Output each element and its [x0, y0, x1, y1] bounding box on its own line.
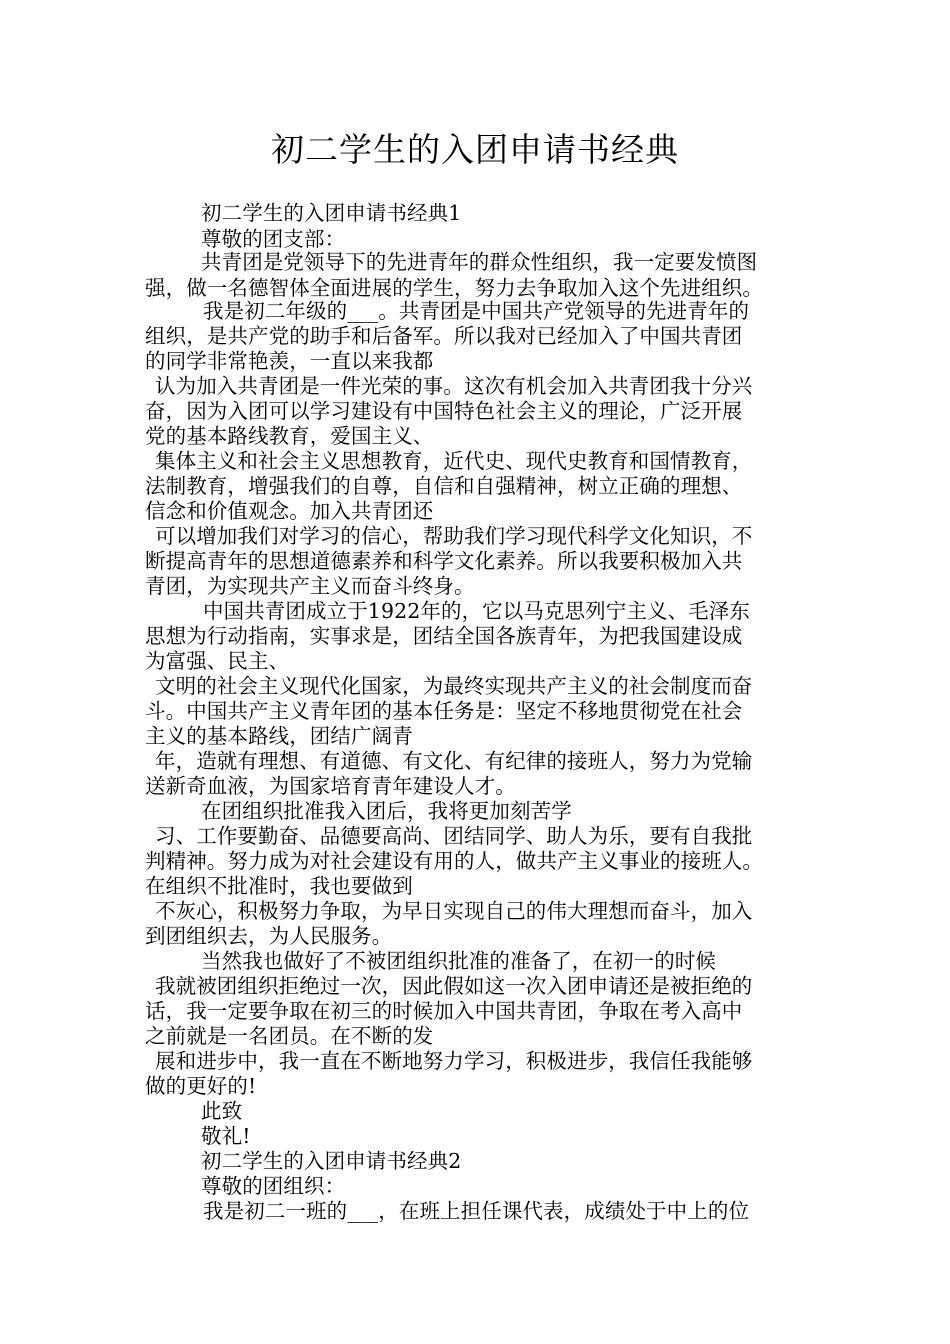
body-line: 共青团是党领导下的先进青年的群众性组织，我一定要发愤图	[201, 250, 758, 274]
body-line: 之前就是一名团员。在不断的发	[145, 1024, 434, 1048]
body-line: 集体主义和社会主义思想教育，近代史、现代史教育和国情教育，	[155, 449, 753, 473]
body-line: 我就被团组织拒绝过一次，因此假如这一次入团申请还是被拒绝的	[155, 974, 753, 998]
body-line: 年，造就有理想、有道德、有文化、有纪律的接班人，努力为党输	[155, 749, 753, 773]
body-line: 到团组织去，为人民服务。	[145, 924, 393, 948]
body-line: 思想为行动指南，实事求是，团结全国各族青年，为把我国建设成	[145, 624, 743, 648]
salutation-2: 尊敬的团组织：	[201, 1174, 346, 1198]
body-line: 奋，因为入团可以学习建设有中国特色社会主义的理论，广泛开展	[145, 399, 743, 423]
body-line: 当然我也做好了不被团组织批准的准备了，在初一的时候	[201, 949, 716, 973]
body-line: 信念和价值观念。加入共青团还	[145, 499, 434, 523]
body-line: 文明的社会主义现代化国家，为最终实现共产主义的社会制度而奋	[155, 674, 753, 698]
section-heading-1: 初二学生的入团申请书经典1	[201, 201, 462, 225]
body-line: 的同学非常艳羡，一直以来我都	[145, 349, 434, 373]
body-line: 习、工作要勤奋、品德要高尚、团结同学、助人为乐，要有自我批	[155, 824, 753, 848]
body-line: 党的基本路线教育，爱国主义、	[145, 424, 434, 448]
body-line: 中国共青团成立于1922年的，它以马克思列宁主义、毛泽东	[203, 599, 750, 623]
body-line: 在组织不批准时，我也要做到	[145, 874, 413, 898]
body-line: 认为加入共青团是一件光荣的事。这次有机会加入共青团我十分兴	[155, 374, 753, 398]
document-title: 初二学生的入团申请书经典	[271, 130, 679, 169]
body-line: 展和进步中，我一直在不断地努力学习，积极进步，我信任我能够	[155, 1049, 753, 1073]
body-line: 在团组织批准我入团后，我将更加刻苦学	[201, 799, 572, 823]
body-line: 组织，是共产党的助手和后备军。所以我对已经加入了中国共青团	[145, 324, 743, 348]
body-line: 判精神。努力成为对社会建设有用的人，做共产主义事业的接班人。	[145, 849, 763, 873]
body-line: 法制教育，增强我们的自尊，自信和自强精神，树立正确的理想、	[145, 474, 743, 498]
body-line: 强，做一名德智体全面进展的学生，努力去争取加入这个先进组织。	[145, 276, 763, 300]
body-line: 青团，为实现共产主义而奋斗终身。	[145, 574, 475, 598]
body-line: 我是初二一班的___，在班上担任课代表，成绩处于中上的位	[203, 1199, 750, 1223]
body-line: 可以增加我们对学习的信心，帮助我们学习现代科学文化知识，不	[155, 524, 753, 548]
body-line: 我是初二年级的___。共青团是中国共产党领导的先进青年的	[203, 299, 750, 323]
salutation-1: 尊敬的团支部：	[201, 227, 346, 251]
section-heading-2: 初二学生的入团申请书经典2	[201, 1149, 462, 1173]
closing-line: 敬礼!	[201, 1124, 251, 1148]
body-line: 斗。中国共产主义青年团的基本任务是：坚定不移地贯彻党在社会	[145, 699, 743, 723]
body-line: 主义的基本路线，团结广阔青	[145, 724, 413, 748]
body-line: 不灰心，积极努力争取，为早日实现自己的伟大理想而奋斗，加入	[155, 899, 753, 923]
body-line: 送新奇血液，为国家培育青年建设人才。	[145, 774, 516, 798]
body-line: 话，我一定要争取在初三的时候加入中国共青团，争取在考入高中	[145, 999, 743, 1023]
closing-line: 此致	[201, 1099, 243, 1123]
body-line: 为富强、民主、	[145, 649, 290, 673]
body-line: 断提高青年的思想道德素养和科学文化素养。所以我要积极加入共	[145, 549, 743, 573]
body-line: 做的更好的!	[145, 1074, 257, 1098]
